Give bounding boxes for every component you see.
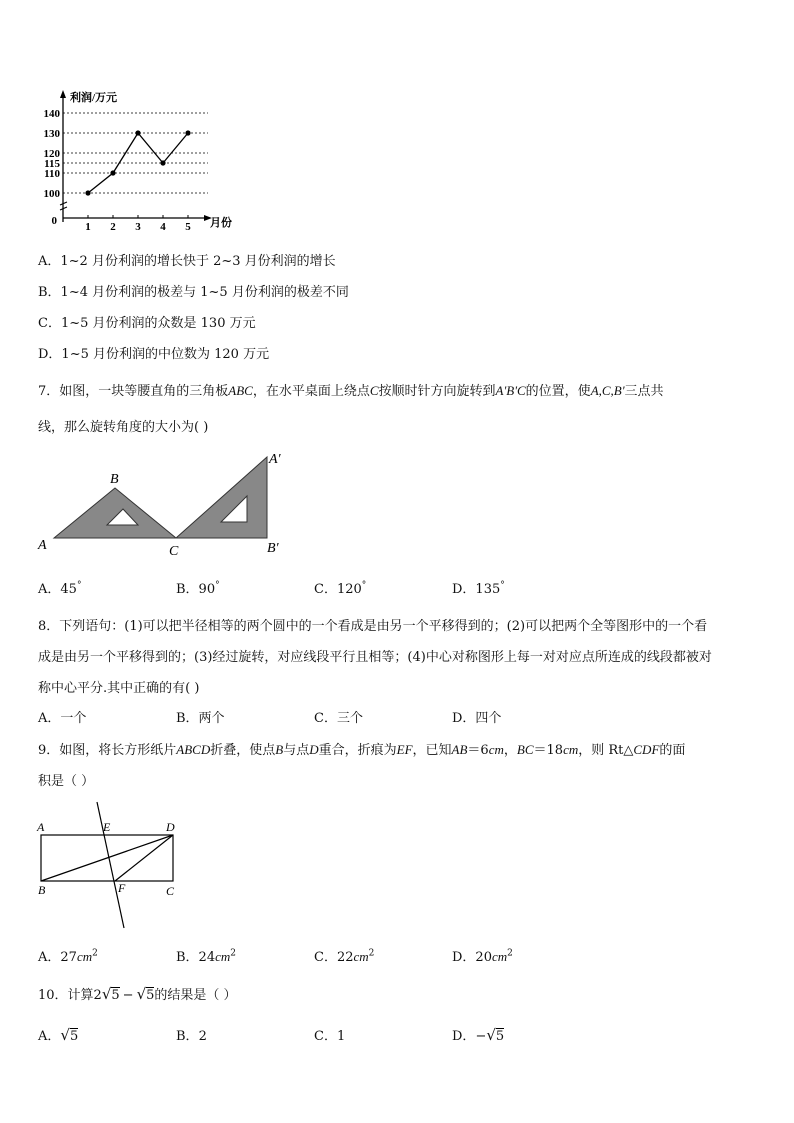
origin-label: 0	[51, 215, 57, 227]
x-tick-label: 2	[110, 221, 116, 233]
label-b-prime: B′	[267, 541, 279, 556]
q8-option-b: B．两个	[176, 711, 225, 726]
data-point	[160, 160, 165, 165]
sqrt-symbol: √	[136, 985, 147, 1003]
q7-stem-line1: 7．如图，一块等腰直角的三角板ABC，在水平桌面上绕点C按顺时针方向旋转到A'B'C的位置，使A,C,B'三点共	[38, 383, 664, 399]
x-tick-label: 1	[85, 221, 91, 233]
label-b: B	[38, 883, 46, 897]
label-a: A	[38, 538, 47, 553]
chart-axes	[60, 90, 212, 222]
q6-option-b: B．1~4 月份利润的极差与 1~5 月份利润的极差不同	[38, 285, 349, 300]
q10-option-c: C．1	[314, 1029, 346, 1044]
y-axis-arrow	[60, 90, 66, 98]
label-a-prime: A′	[269, 452, 281, 467]
y-tick-labels	[44, 108, 61, 200]
q6-option-d: D．1~5 月份利润的中位数为 120 万元	[38, 347, 270, 362]
q9-rectangle-figure	[30, 800, 190, 935]
q7-stem-line2: 线，那么旋转角度的大小为( )	[38, 420, 209, 435]
label-b: B	[110, 472, 119, 487]
label-e: E	[103, 820, 111, 834]
diagonal-bd	[41, 835, 173, 881]
y-tick-label: 100	[43, 188, 60, 200]
y-tick-label: 120	[43, 148, 60, 160]
y-tick-label: 130	[43, 128, 60, 140]
label-a: A	[37, 820, 45, 834]
data-point	[135, 130, 140, 135]
y-axis-label: 利润/万元	[70, 92, 118, 104]
x-tick-label: 3	[135, 221, 141, 233]
chart-grid	[63, 113, 208, 193]
q8-option-c: C．三个	[314, 711, 363, 726]
sqrt-symbol: √	[60, 1026, 70, 1044]
q7-option-b: B．90°	[176, 580, 220, 597]
q10-option-d: D．−√5	[452, 1026, 505, 1044]
x-tick-label: 4	[160, 221, 166, 233]
y-tick-label: 115	[44, 158, 60, 170]
label-c: C	[166, 884, 175, 898]
segment-fd	[115, 835, 173, 881]
q9-stem-line1: 9．如图，将长方形纸片ABCD折叠，使点B与点D重合，折痕为EF，已知AB＝6cm，BC＝18cm，则 Rt△CDF的面	[38, 742, 686, 758]
x-tick-label: 5	[185, 221, 191, 233]
q8-stem-line3: 称中心平分.其中正确的有( )	[38, 681, 200, 696]
q10-stem: 10．计算2√5 − √5的结果是（ ）	[38, 985, 237, 1003]
fold-line-ef	[97, 802, 124, 928]
q9-option-c: C．$22cm^2$	[314, 948, 375, 965]
q9-option-d: D．$20cm^2$	[452, 948, 513, 965]
q7-option-d: D．135°	[452, 580, 505, 597]
sqrt-symbol: √	[486, 1026, 496, 1044]
sqrt-symbol: √	[101, 985, 112, 1003]
q8-option-d: D．四个	[452, 711, 502, 726]
q9-stem-line2: 积是（ ）	[38, 774, 95, 789]
label-d: D	[166, 820, 175, 834]
q6-option-a: A．1~2 月份利润的增长快于 2~3 月份利润的增长	[38, 254, 336, 269]
q6-option-c: C．1~5 月份利润的众数是 130 万元	[38, 316, 256, 331]
q10-option-b: B．2	[176, 1029, 207, 1044]
q9-option-b: B．$24cm^2$	[176, 948, 237, 965]
q10-option-a: A．√5	[38, 1026, 79, 1044]
y-tick-label: 110	[44, 168, 60, 180]
data-point	[110, 170, 115, 175]
triangle-a2b2c	[176, 457, 267, 538]
triangle-abc	[54, 488, 176, 538]
label-f: F	[118, 881, 126, 895]
q7-triangle-figure	[30, 445, 300, 560]
q7-option-a: A．45°	[38, 580, 82, 597]
expr-coefficient: 2	[93, 988, 102, 1003]
label-c: C	[169, 544, 179, 559]
q9-option-a: A．$27cm^2$	[38, 948, 98, 965]
q8-stem-line1: 8．下列语句：(1)可以把半径相等的两个圆中的一个看成是由另一个平移得到的；(2)可以把两个全等图形中的一个看	[38, 619, 708, 634]
q7-option-c: C．120°	[314, 580, 367, 597]
y-tick-label: 140	[43, 108, 60, 120]
data-point	[85, 190, 90, 195]
profit-series-points	[85, 130, 190, 195]
data-point	[185, 130, 190, 135]
q8-stem-line2: 成是由另一个平移得到的；(3)经过旋转，对应线段平行且相等；(4)中心对称图形上每一对对应点所连成的线段都被对	[38, 650, 712, 665]
profit-line-chart	[30, 84, 250, 234]
x-axis-label: 月份	[210, 217, 232, 229]
q8-option-a: A．一个	[38, 711, 87, 726]
